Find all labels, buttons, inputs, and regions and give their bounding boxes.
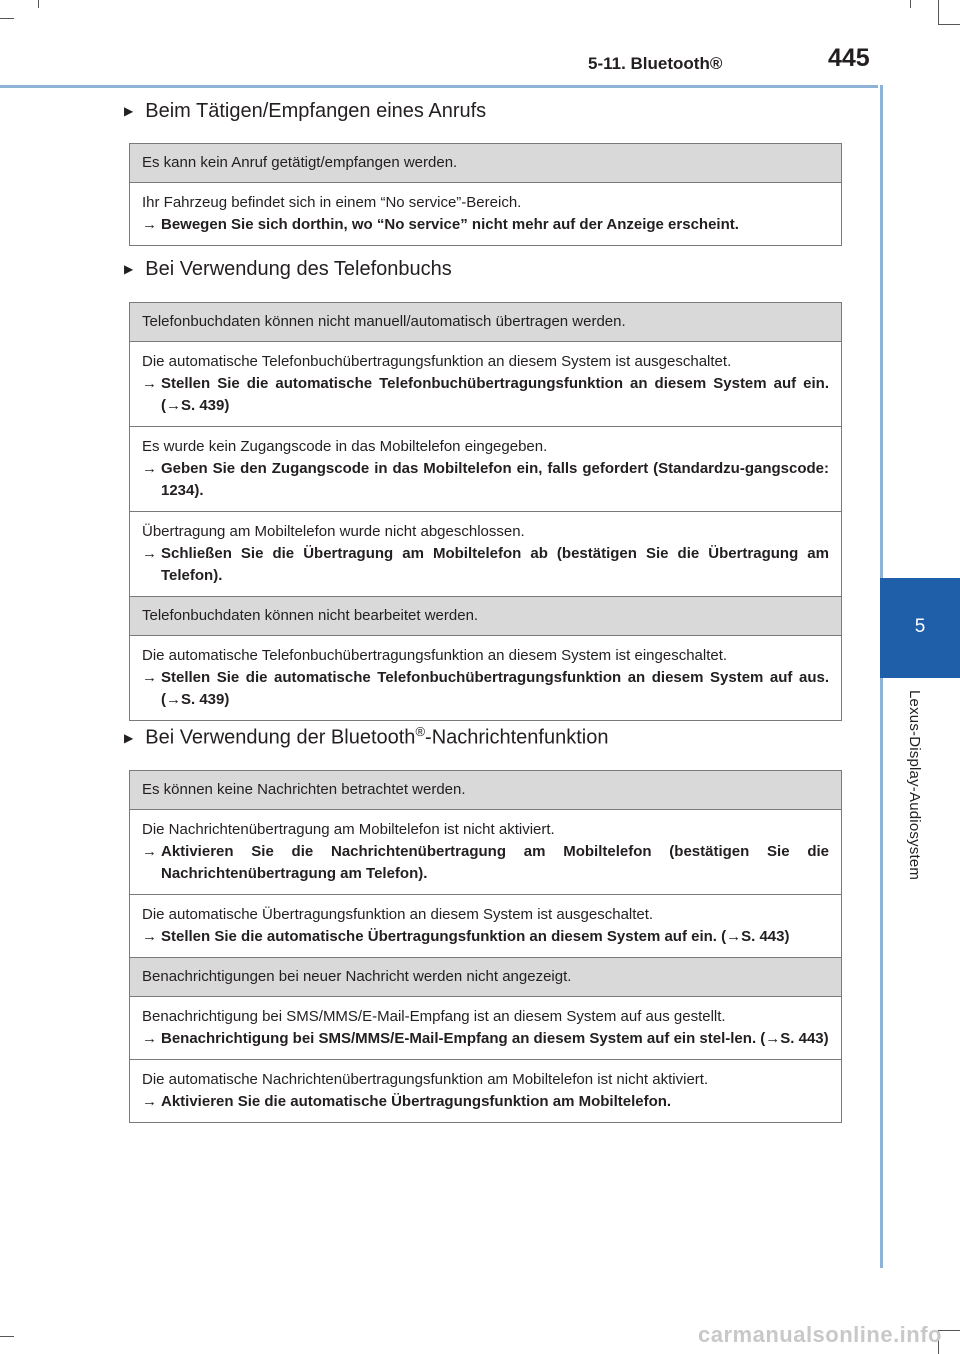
problem-cell: Telefonbuchdaten können nicht manuell/automatisch übertragen werden. <box>130 303 842 342</box>
cause-text: Übertragung am Mobiltelefon wurde nicht abgeschlossen. <box>142 523 525 540</box>
problem-cell: Es kann kein Anruf getätigt/empfangen werden. <box>130 144 842 183</box>
chapter-tab <box>880 578 960 678</box>
chapter-number: 5 <box>914 616 926 637</box>
chapter-title: Lexus-Display-Audiosystem <box>906 690 923 881</box>
action-text: Schließen Sie die Übertragung am Mobiltelefon ab (bestätigen Sie die Übertragung am Telefon). <box>161 545 829 584</box>
cause-cell <box>130 895 842 958</box>
cause-text: Die automatische Übertragungsfunktion an diesem System ist ausgeschaltet. <box>142 906 654 923</box>
arrow-icon: → <box>142 1030 157 1047</box>
action-line <box>142 458 829 502</box>
cause-cell <box>130 810 842 895</box>
page-header <box>0 0 960 90</box>
section-heading <box>124 724 608 750</box>
action-text: Aktivieren Sie die Nachrichtenübertragung am Mobiltelefon (bestätigen Sie die Nachrichtenübertragung am Telefon). <box>161 843 829 882</box>
watermark: carmanualsonline.info <box>698 1322 942 1347</box>
registered-mark: ® <box>415 724 426 739</box>
action-text: Stellen Sie die automatische Übertragungsfunktion an diesem System auf ein. (→S. 443) <box>161 928 790 945</box>
action-line <box>142 926 829 948</box>
page-number: 445 <box>828 44 870 72</box>
side-rule-top <box>880 85 883 578</box>
cause-cell <box>130 342 842 427</box>
action-text: Bewegen Sie sich dorthin, wo “No service” nicht mehr auf der Anzeige erscheint. <box>161 216 739 233</box>
cause-cell <box>130 183 842 246</box>
troubleshooting-table <box>129 143 842 246</box>
side-rule-bottom <box>880 678 883 1268</box>
arrow-icon: → <box>142 669 157 686</box>
cause-text: Es wurde kein Zugangscode in das Mobiltelefon eingegeben. <box>142 438 548 455</box>
cause-text: Benachrichtigung bei SMS/MMS/E-Mail-Empfang ist an diesem System auf aus gestellt. <box>142 1008 726 1025</box>
action-line <box>142 1028 829 1050</box>
action-line <box>142 543 829 587</box>
action-text: Stellen Sie die automatische Telefonbuchübertragungsfunktion an diesem System auf aus. (→S. 439) <box>161 669 829 708</box>
cause-cell <box>130 427 842 512</box>
header-rule <box>0 85 878 88</box>
action-text: Benachrichtigung bei SMS/MMS/E-Mail-Empfang an diesem System auf ein stel-len. (→S. 443) <box>161 1030 829 1047</box>
section-title: 5-11. Bluetooth® <box>588 54 723 73</box>
action-line <box>142 667 829 711</box>
triangle-bullet-icon: ▶ <box>124 730 134 745</box>
cause-text: Die automatische Nachrichtenübertragungsfunktion am Mobiltelefon ist nicht aktiviert. <box>142 1071 709 1088</box>
arrow-icon: → <box>142 216 157 233</box>
troubleshooting-table <box>129 770 842 1123</box>
arrow-icon: → <box>142 843 157 860</box>
arrow-icon: → <box>142 1093 157 1110</box>
action-line <box>142 373 829 417</box>
heading-text: Bei Verwendung des Telefonbuchs <box>145 258 452 280</box>
triangle-bullet-icon: ▶ <box>124 262 134 276</box>
triangle-bullet-icon: ▶ <box>124 104 134 118</box>
problem-cell: Es können keine Nachrichten betrachtet werden. <box>130 771 842 810</box>
heading-text: Beim Tätigen/Empfangen eines Anrufs <box>145 100 487 122</box>
action-line <box>142 841 829 885</box>
problem-cell: Benachrichtigungen bei neuer Nachricht werden nicht angezeigt. <box>130 958 842 997</box>
cause-cell <box>130 636 842 721</box>
problem-cell: Telefonbuchdaten können nicht bearbeitet werden. <box>130 597 842 636</box>
action-line <box>142 1091 829 1113</box>
section-heading <box>124 100 486 123</box>
heading-text-suffix: -Nachrichtenfunktion <box>425 726 609 749</box>
cause-text: Die automatische Telefonbuchübertragungsfunktion an diesem System ist ausgeschaltet. <box>142 353 732 370</box>
arrow-icon: → <box>142 545 157 562</box>
action-text: Geben Sie den Zugangscode in das Mobiltelefon ein, falls gefordert (Standardzu-gangscode: 1234). <box>161 460 829 499</box>
heading-text: Bei Verwendung der Bluetooth <box>145 726 416 749</box>
cause-text: Die Nachrichtenübertragung am Mobiltelefon ist nicht aktiviert. <box>142 821 555 838</box>
action-text: Stellen Sie die automatische Telefonbuchübertragungsfunktion an diesem System auf ein. (→S. 439) <box>161 375 829 414</box>
cause-cell <box>130 1060 842 1123</box>
action-text: Aktivieren Sie die automatische Übertragungsfunktion am Mobiltelefon. <box>161 1093 672 1110</box>
section-heading <box>124 258 452 281</box>
arrow-icon: → <box>142 460 157 477</box>
cause-text: Die automatische Telefonbuchübertragungsfunktion an diesem System ist eingeschaltet. <box>142 647 728 664</box>
arrow-icon: → <box>142 375 157 392</box>
troubleshooting-table <box>129 302 842 721</box>
cause-text: Ihr Fahrzeug befindet sich in einem “No service”-Bereich. <box>142 194 522 211</box>
arrow-icon: → <box>142 928 157 945</box>
cause-cell <box>130 512 842 597</box>
cause-cell <box>130 997 842 1060</box>
action-line <box>142 214 829 236</box>
